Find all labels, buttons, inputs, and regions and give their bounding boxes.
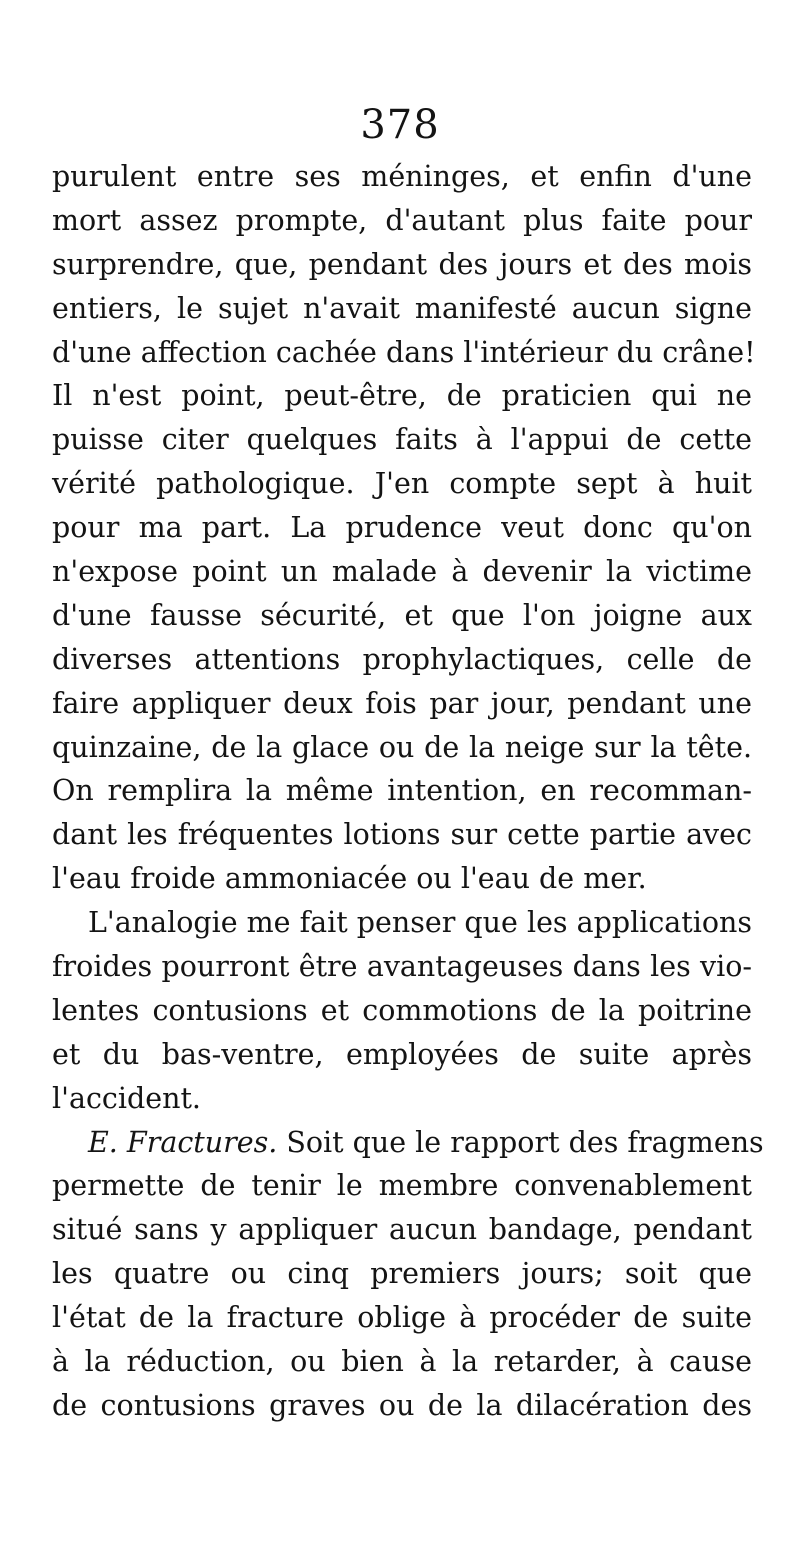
text-line: mort assez prompte, d'autant plus faite pour bbox=[52, 203, 752, 237]
text-line: On remplira la même intention, en recomman- bbox=[52, 774, 752, 808]
text-line: lentes contusions et commotions de la poitrine bbox=[52, 993, 752, 1027]
text-line: L'analogie me fait penser que les applications bbox=[88, 906, 752, 940]
text-line: purulent entre ses méninges, et enfin d'une bbox=[52, 160, 752, 193]
text-line: quinzaine, de la glace ou de la neige sur la tête. bbox=[52, 730, 752, 764]
text-line: à la réduction, ou bien à la retarder, à cause bbox=[52, 1345, 752, 1379]
text-line: diverses attentions prophylactiques, celle de bbox=[52, 642, 752, 676]
text-line: Il n'est point, peut-être, de praticien qui ne bbox=[52, 379, 752, 413]
text-line: puisse citer quelques faits à l'appui de cette bbox=[52, 423, 752, 457]
text-line: d'une affection cachée dans l'intérieur du crâne! bbox=[52, 335, 756, 369]
text-line: et du bas-ventre, employées de suite après bbox=[52, 1037, 752, 1071]
text-line: d'une fausse sécurité, et que l'on joigne aux bbox=[52, 598, 752, 632]
text-line-fractures-rest: Soit que le rapport des fragmens bbox=[286, 1125, 764, 1159]
text-line: de contusions graves ou de la dilacération des bbox=[52, 1388, 752, 1422]
text-line: situé sans y appliquer aucun bandage, pendant bbox=[52, 1213, 752, 1247]
section-label-fractures: E. Fractures. bbox=[88, 1125, 278, 1159]
text-line: l'eau froide ammoniacée ou l'eau de mer. bbox=[52, 862, 647, 896]
text-line: surprendre, que, pendant des jours et des mois bbox=[52, 247, 752, 281]
text-line: les quatre ou cinq premiers jours; soit que bbox=[52, 1257, 752, 1291]
text-line: vérité pathologique. J'en compte sept à huit bbox=[52, 467, 752, 501]
text-line: pour ma part. La prudence veut donc qu'on bbox=[52, 511, 752, 545]
body-text bbox=[52, 155, 764, 1428]
text-line: n'expose point un malade à devenir la victime bbox=[52, 555, 752, 589]
text-line: faire appliquer deux fois par jour, pendant une bbox=[52, 686, 752, 720]
text-line: l'état de la fracture oblige à procéder de suite bbox=[52, 1301, 752, 1335]
text-line: permette de tenir le membre convenablement bbox=[52, 1169, 752, 1203]
text-line: froides pourront être avantageuses dans les vio- bbox=[52, 950, 752, 984]
text-line: entiers, le sujet n'avait manifesté aucun signe bbox=[52, 291, 752, 325]
text-line-fractures bbox=[52, 1121, 764, 1165]
text-line: dant les fréquentes lotions sur cette partie avec bbox=[52, 818, 752, 852]
page-number: 378 bbox=[360, 102, 440, 148]
text-line: l'accident. bbox=[52, 1081, 201, 1115]
